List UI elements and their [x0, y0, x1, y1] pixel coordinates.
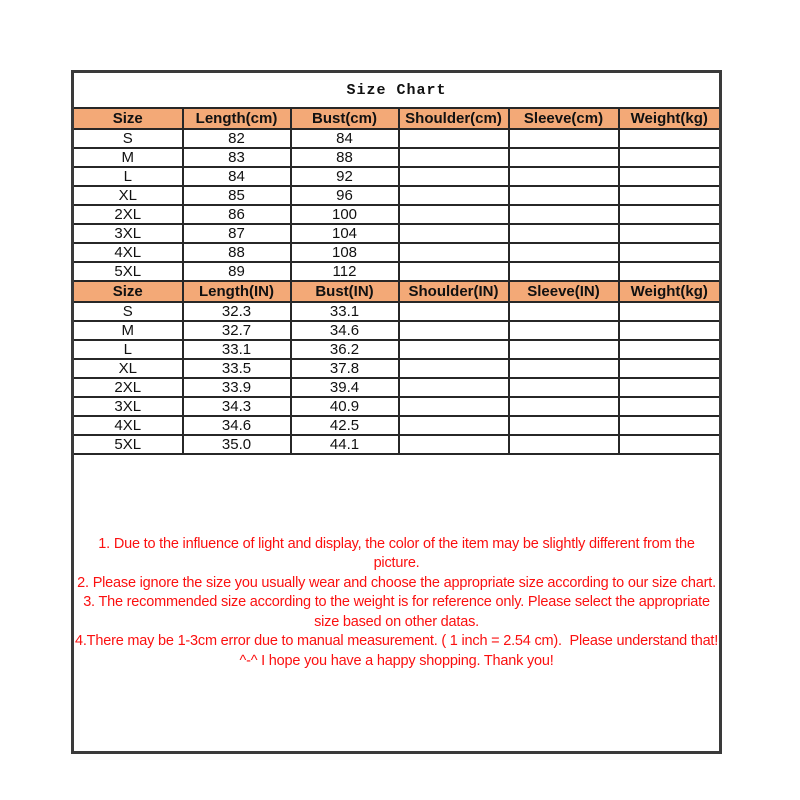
cell-weight: [619, 224, 721, 243]
cell-size: XL: [73, 359, 183, 378]
table-row: [73, 359, 721, 378]
cell-size: 5XL: [73, 262, 183, 281]
header-cell-shoulder: Shoulder(cm): [399, 108, 509, 129]
cell-sleeve: [509, 129, 619, 148]
cell-length: 88: [183, 243, 291, 262]
table-row: [73, 224, 721, 243]
cell-sleeve: [509, 359, 619, 378]
header-cell-shoulder: Shoulder(IN): [399, 281, 509, 302]
table-row: [73, 243, 721, 262]
cell-weight: [619, 129, 721, 148]
cell-shoulder: [399, 340, 509, 359]
title-row: [73, 72, 721, 109]
cell-sleeve: [509, 397, 619, 416]
cell-weight: [619, 302, 721, 321]
cell-length: 82: [183, 129, 291, 148]
cm-header-row: [73, 108, 721, 129]
cell-length: 34.3: [183, 397, 291, 416]
cell-size: M: [73, 148, 183, 167]
cell-length: 89: [183, 262, 291, 281]
cell-sleeve: [509, 186, 619, 205]
cell-sleeve: [509, 243, 619, 262]
cell-length: 33.5: [183, 359, 291, 378]
cell-shoulder: [399, 397, 509, 416]
cell-shoulder: [399, 148, 509, 167]
header-cell-size: Size: [73, 108, 183, 129]
cell-weight: [619, 205, 721, 224]
cell-weight: [619, 321, 721, 340]
cell-bust: 36.2: [291, 340, 399, 359]
cell-bust: 92: [291, 167, 399, 186]
table-row: [73, 205, 721, 224]
table-row: [73, 340, 721, 359]
cell-size: 2XL: [73, 378, 183, 397]
header-cell-weight: Weight(kg): [619, 281, 721, 302]
cell-length: 35.0: [183, 435, 291, 454]
cell-weight: [619, 340, 721, 359]
cell-shoulder: [399, 186, 509, 205]
table-row: [73, 435, 721, 454]
cell-bust: 40.9: [291, 397, 399, 416]
header-cell-size: Size: [73, 281, 183, 302]
cell-bust: 88: [291, 148, 399, 167]
cell-sleeve: [509, 262, 619, 281]
cell-length: 32.7: [183, 321, 291, 340]
cell-weight: [619, 148, 721, 167]
cell-weight: [619, 262, 721, 281]
cell-size: M: [73, 321, 183, 340]
table-row: [73, 148, 721, 167]
cell-bust: 44.1: [291, 435, 399, 454]
cell-shoulder: [399, 205, 509, 224]
header-cell-weight: Weight(kg): [619, 108, 721, 129]
size-chart-sheet: [71, 70, 722, 754]
cell-shoulder: [399, 359, 509, 378]
size-chart-table: [71, 70, 722, 754]
cell-length: 33.9: [183, 378, 291, 397]
cell-bust: 39.4: [291, 378, 399, 397]
cell-shoulder: [399, 167, 509, 186]
table-row: [73, 321, 721, 340]
cell-size: 3XL: [73, 224, 183, 243]
cell-bust: 37.8: [291, 359, 399, 378]
cell-weight: [619, 416, 721, 435]
notes-row: [73, 454, 721, 753]
note-line: 2. Please ignore the size you usually wear and choose the appropriate size according to our size chart.: [77, 574, 716, 591]
cell-size: 4XL: [73, 243, 183, 262]
table-row: [73, 378, 721, 397]
cell-length: 83: [183, 148, 291, 167]
cell-sleeve: [509, 340, 619, 359]
cell-shoulder: [399, 378, 509, 397]
header-cell-length: Length(IN): [183, 281, 291, 302]
cell-shoulder: [399, 262, 509, 281]
cell-sleeve: [509, 302, 619, 321]
cell-weight: [619, 378, 721, 397]
cell-length: 34.6: [183, 416, 291, 435]
cell-size: XL: [73, 186, 183, 205]
cell-shoulder: [399, 129, 509, 148]
cell-shoulder: [399, 224, 509, 243]
cell-bust: 33.1: [291, 302, 399, 321]
table-row: [73, 186, 721, 205]
cell-bust: 112: [291, 262, 399, 281]
cell-size: S: [73, 129, 183, 148]
cell-sleeve: [509, 435, 619, 454]
cell-size: L: [73, 167, 183, 186]
table-row: [73, 262, 721, 281]
cell-weight: [619, 397, 721, 416]
cell-length: 87: [183, 224, 291, 243]
cell-bust: 84: [291, 129, 399, 148]
cell-weight: [619, 359, 721, 378]
cell-shoulder: [399, 321, 509, 340]
header-cell-sleeve: Sleeve(cm): [509, 108, 619, 129]
table-row: [73, 167, 721, 186]
cell-bust: 42.5: [291, 416, 399, 435]
cell-sleeve: [509, 321, 619, 340]
cell-bust: 34.6: [291, 321, 399, 340]
cell-shoulder: [399, 243, 509, 262]
cell-bust: 108: [291, 243, 399, 262]
chart-title: Size Chart: [73, 72, 721, 109]
cell-sleeve: [509, 224, 619, 243]
cell-length: 32.3: [183, 302, 291, 321]
header-cell-bust: Bust(IN): [291, 281, 399, 302]
cell-sleeve: [509, 148, 619, 167]
cell-length: 33.1: [183, 340, 291, 359]
cell-size: 2XL: [73, 205, 183, 224]
cell-size: L: [73, 340, 183, 359]
table-row: [73, 416, 721, 435]
cell-shoulder: [399, 416, 509, 435]
cell-length: 86: [183, 205, 291, 224]
cell-weight: [619, 435, 721, 454]
note-line: ^-^ I hope you have a happy shopping. Thank you!: [239, 652, 554, 669]
table-row: [73, 397, 721, 416]
cell-size: S: [73, 302, 183, 321]
cell-length: 84: [183, 167, 291, 186]
cell-weight: [619, 243, 721, 262]
cell-bust: 96: [291, 186, 399, 205]
cell-sleeve: [509, 167, 619, 186]
table-row: [73, 302, 721, 321]
cell-size: 3XL: [73, 397, 183, 416]
cell-weight: [619, 167, 721, 186]
note-line: 1. Due to the influence of light and display, the color of the item may be slightly different from the: [98, 535, 695, 552]
cell-shoulder: [399, 302, 509, 321]
note-line: size based on other datas.: [314, 613, 479, 630]
cell-shoulder: [399, 435, 509, 454]
cell-bust: 100: [291, 205, 399, 224]
cell-sleeve: [509, 416, 619, 435]
cell-sleeve: [509, 205, 619, 224]
header-cell-bust: Bust(cm): [291, 108, 399, 129]
cell-size: 4XL: [73, 416, 183, 435]
notes-area: [73, 454, 721, 753]
in-header-row: [73, 281, 721, 302]
header-cell-length: Length(cm): [183, 108, 291, 129]
cell-length: 85: [183, 186, 291, 205]
header-cell-sleeve: Sleeve(IN): [509, 281, 619, 302]
cell-size: 5XL: [73, 435, 183, 454]
cell-bust: 104: [291, 224, 399, 243]
note-line: 3. The recommended size according to the weight is for reference only. Please select the appropriate: [83, 594, 710, 611]
note-line: 4.There may be 1-3cm error due to manual measurement. ( 1 inch = 2.54 cm). Please understand that!: [74, 633, 719, 650]
note-line: picture.: [373, 555, 420, 572]
cell-sleeve: [509, 378, 619, 397]
cell-weight: [619, 186, 721, 205]
table-row: [73, 129, 721, 148]
